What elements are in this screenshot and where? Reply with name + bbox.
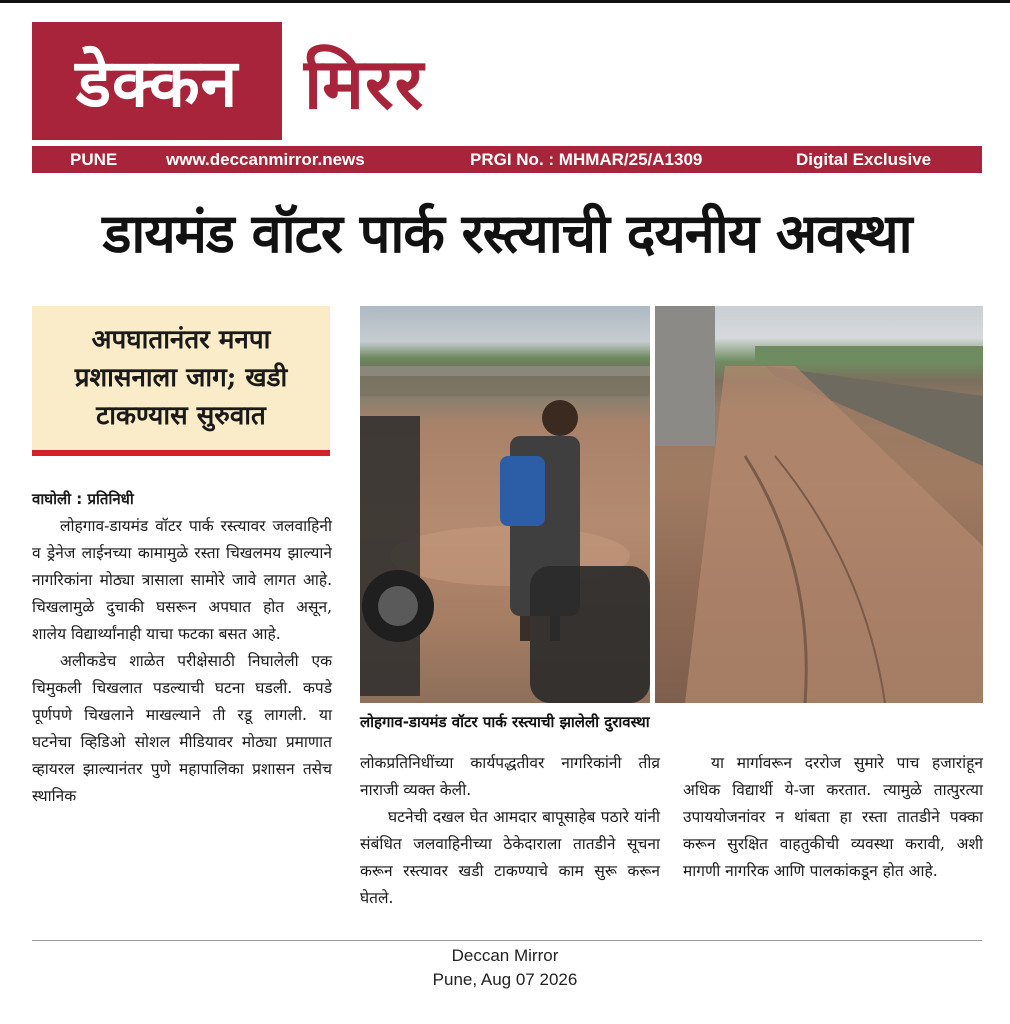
road-photo-right-art: [655, 306, 983, 703]
footer-rule: [32, 940, 982, 941]
footer-publication: Deccan Mirror: [451, 946, 559, 965]
column-1: [32, 486, 332, 810]
subheadline: अपघातानंतर मनपा प्रशासनाला जाग; खडी टाकण्यास सुरुवात: [74, 325, 288, 431]
paragraph: घटनेची दखल घेत आमदार बापूसाहेब पठारे यांनी संबंधित जलवाहिनीच्या ठेकेदाराला तातडीने सूचना करून रस्त्यावर खडी टाकण्याचे काम सुरू करून घेतले.: [360, 808, 660, 907]
info-bar: [32, 146, 982, 173]
paragraph: या मार्गावरून दररोज सुमारे पाच हजारांहून अधिक विद्यार्थी ये-जा करतात. त्यामुळे तात्पुरत्या उपाययोजनांवर न थांबता हा रस्ता तातडीने पक्का करून सुरक्षित वाहतुकीची व्यवस्था करावी, अशी मागणी नागरिक आणि पालकांकडून होत आहे.: [683, 754, 983, 880]
top-rule: [0, 0, 1010, 3]
dateline: वाघोली : प्रतिनिधी: [32, 490, 134, 508]
road-photo-left-art: [360, 306, 650, 703]
column-2: [360, 750, 660, 912]
road-photo-left: [360, 306, 650, 703]
footer-place-date: Pune, Aug 07 2026: [432, 970, 578, 989]
road-photo-right: [655, 306, 983, 703]
info-website: www.deccanmirror.news: [166, 149, 365, 169]
column-3: [683, 750, 983, 885]
info-tag: Digital Exclusive: [796, 149, 932, 169]
headline: डायमंड वॉटर पार्क रस्त्याची दयनीय अवस्था: [102, 202, 912, 265]
paragraph: अलीकडेच शाळेत परीक्षेसाठी निघालेली एक चिमुकली चिखलात पडल्याची घटना घडली. कपडे पूर्णपणे चिखलाने माखल्याने ती रडू लागली. या घटनेचा व्हिडिओ सोशल मीडियावर मोठ्या प्रमाणात व्हायरल झाल्यानंतर पुणे महापालिका प्रशासन तसेच स्थानिक: [32, 652, 332, 805]
masthead-logo-right: मिरर: [304, 43, 425, 125]
paragraph: लोकप्रतिनिधींच्या कार्यपद्धतीवर नागरिकांनी तीव्र नाराजी व्यक्त केली.: [360, 754, 660, 799]
paragraph: लोहगाव-डायमंड वॉटर पार्क रस्त्यावर जलवाहिनी व ड्रेनेज लाईनच्या कामामुळे रस्ता चिखलमय झाल्याने नागरिकांना मोठ्या त्रासाला सामोरे जावे लागत आहे. चिखलामुळे दुचाकी घसरून अपघात होत असून, शालेय विद्यार्थ्यांनाही याचा फटका बसत आहे.: [32, 517, 332, 643]
masthead: [32, 22, 424, 140]
photo-caption: लोहगाव-डायमंड वॉटर पार्क रस्त्याची झालेली दुरावस्था: [360, 713, 650, 731]
subheadline-box: [32, 306, 330, 456]
info-prgi: PRGI No. : MHMAR/25/A1309: [470, 149, 703, 169]
masthead-logo-left: डेक्कन: [32, 22, 282, 140]
info-city: PUNE: [70, 149, 118, 169]
